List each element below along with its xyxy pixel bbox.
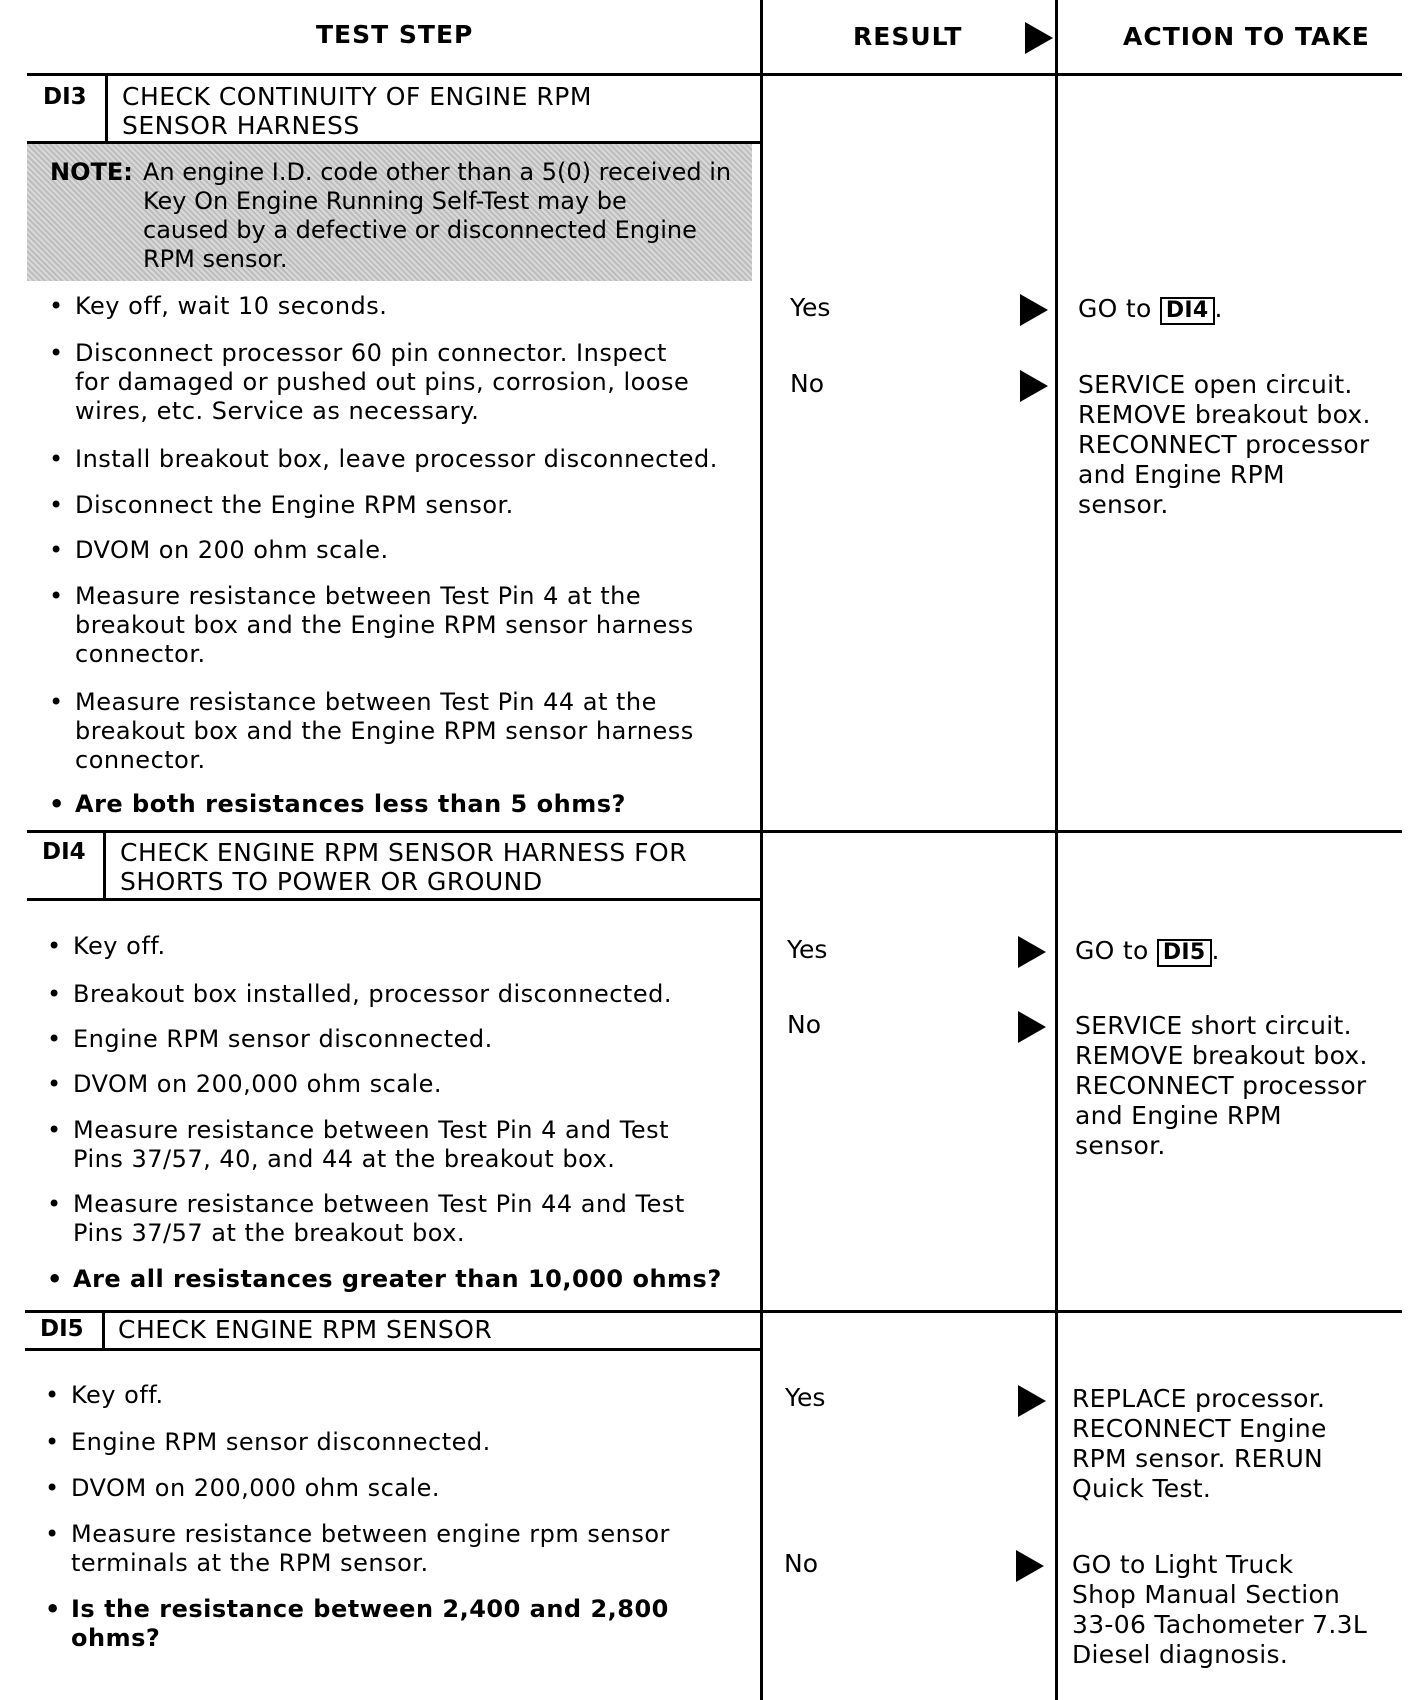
result-no: No: [790, 369, 824, 398]
list-item: • Measure resistance between Test Pin 4 at the breakout box and the Engine RPM sensor harness connector.: [49, 582, 694, 668]
step-ref-di5[interactable]: DI5: [1157, 939, 1212, 967]
result-no: No: [787, 1010, 821, 1039]
arrow-icon: [1016, 1550, 1044, 1582]
action-text: REPLACE processor. RECONNECT Engine RPM sensor. RERUN Quick Test.: [1072, 1384, 1327, 1503]
action-text: SERVICE short circuit. REMOVE breakout box. RECONNECT processor and Engine RPM sensor.: [1075, 1011, 1368, 1160]
list-item: • Key off, wait 10 seconds.: [49, 292, 388, 320]
step-id-divider: [102, 1312, 105, 1350]
step-title-rule: [25, 1348, 760, 1351]
list-item: • Measure resistance between engine rpm sensor terminals at the RPM sensor.: [45, 1520, 670, 1577]
header-arrow-icon: [1025, 22, 1053, 54]
action-text: SERVICE open circuit. REMOVE breakout box. RECONNECT processor and Engine RPM sensor.: [1078, 370, 1371, 519]
header-action: ACTION TO TAKE: [1123, 22, 1370, 51]
question: • Is the resistance between 2,400 and 2,800 ohms?: [45, 1595, 669, 1652]
list-item: • Key off.: [47, 932, 166, 960]
list-item: • Measure resistance between Test Pin 44 at the breakout box and the Engine RPM sensor harness connector.: [49, 688, 694, 774]
result-yes: Yes: [787, 935, 828, 964]
list-item: • Engine RPM sensor disconnected.: [45, 1428, 491, 1456]
step-id-divider: [105, 75, 108, 141]
header-rule: [27, 73, 1402, 76]
step-separator: [27, 830, 1402, 833]
step-title-rule: [27, 898, 760, 901]
action-goto: GO to DI5 .: [1075, 936, 1220, 965]
list-item: • Disconnect processor 60 pin connector. Inspect for damaged or pushed out pins, corrosion, loose wires, etc. Service as necessary.: [49, 339, 690, 425]
step-title: CHECK ENGINE RPM SENSOR: [118, 1315, 493, 1344]
arrow-icon: [1018, 936, 1046, 968]
list-item: • Disconnect the Engine RPM sensor.: [49, 491, 514, 519]
arrow-icon: [1018, 1385, 1046, 1417]
question: • Are both resistances less than 5 ohms?: [49, 790, 626, 818]
step-ref-di4[interactable]: DI4: [1160, 297, 1215, 325]
list-item: • Key off.: [45, 1381, 164, 1409]
result-no: No: [784, 1549, 818, 1578]
step-id: DI4: [42, 839, 86, 865]
question: • Are all resistances greater than 10,000 ohms?: [47, 1265, 722, 1293]
step-id: DI3: [43, 84, 87, 110]
list-item: • DVOM on 200,000 ohm scale.: [47, 1070, 443, 1098]
list-item: • Measure resistance between Test Pin 44 and Test Pins 37/57 at the breakout box.: [47, 1190, 685, 1247]
list-item: • DVOM on 200 ohm scale.: [49, 536, 389, 564]
step-title: CHECK CONTINUITY OF ENGINE RPM SENSOR HARNESS: [122, 82, 592, 140]
action-text: GO to Light Truck Shop Manual Section 33-06 Tachometer 7.3L Diesel diagnosis.: [1072, 1550, 1368, 1669]
result-yes: Yes: [790, 293, 831, 322]
action-goto: GO to DI4 .: [1078, 294, 1223, 323]
list-item: • Engine RPM sensor disconnected.: [47, 1025, 493, 1053]
header-test-step: TEST STEP: [316, 20, 474, 49]
step-title: CHECK ENGINE RPM SENSOR HARNESS FOR SHORTS TO POWER OR GROUND: [120, 838, 688, 896]
note-label: NOTE:: [50, 158, 133, 186]
step-id: DI5: [40, 1316, 84, 1342]
arrow-icon: [1020, 294, 1048, 326]
column-divider-left: [760, 0, 763, 1700]
arrow-icon: [1020, 370, 1048, 402]
step-separator: [25, 1310, 1402, 1313]
header-result: RESULT: [853, 22, 963, 51]
column-divider-right: [1055, 0, 1058, 1700]
arrow-icon: [1018, 1011, 1046, 1043]
list-item: • Install breakout box, leave processor disconnected.: [49, 445, 718, 473]
result-yes: Yes: [785, 1383, 826, 1412]
list-item: • Breakout box installed, processor disconnected.: [47, 980, 672, 1008]
note-text: An engine I.D. code other than a 5(0) received in Key On Engine Running Self-Test may be caused by a defective or disconnected Engine RPM sensor.: [143, 158, 732, 273]
list-item: • Measure resistance between Test Pin 4 and Test Pins 37/57, 40, and 44 at the breakout box.: [47, 1116, 670, 1173]
list-item: • DVOM on 200,000 ohm scale.: [45, 1474, 441, 1502]
step-id-divider: [103, 832, 106, 898]
